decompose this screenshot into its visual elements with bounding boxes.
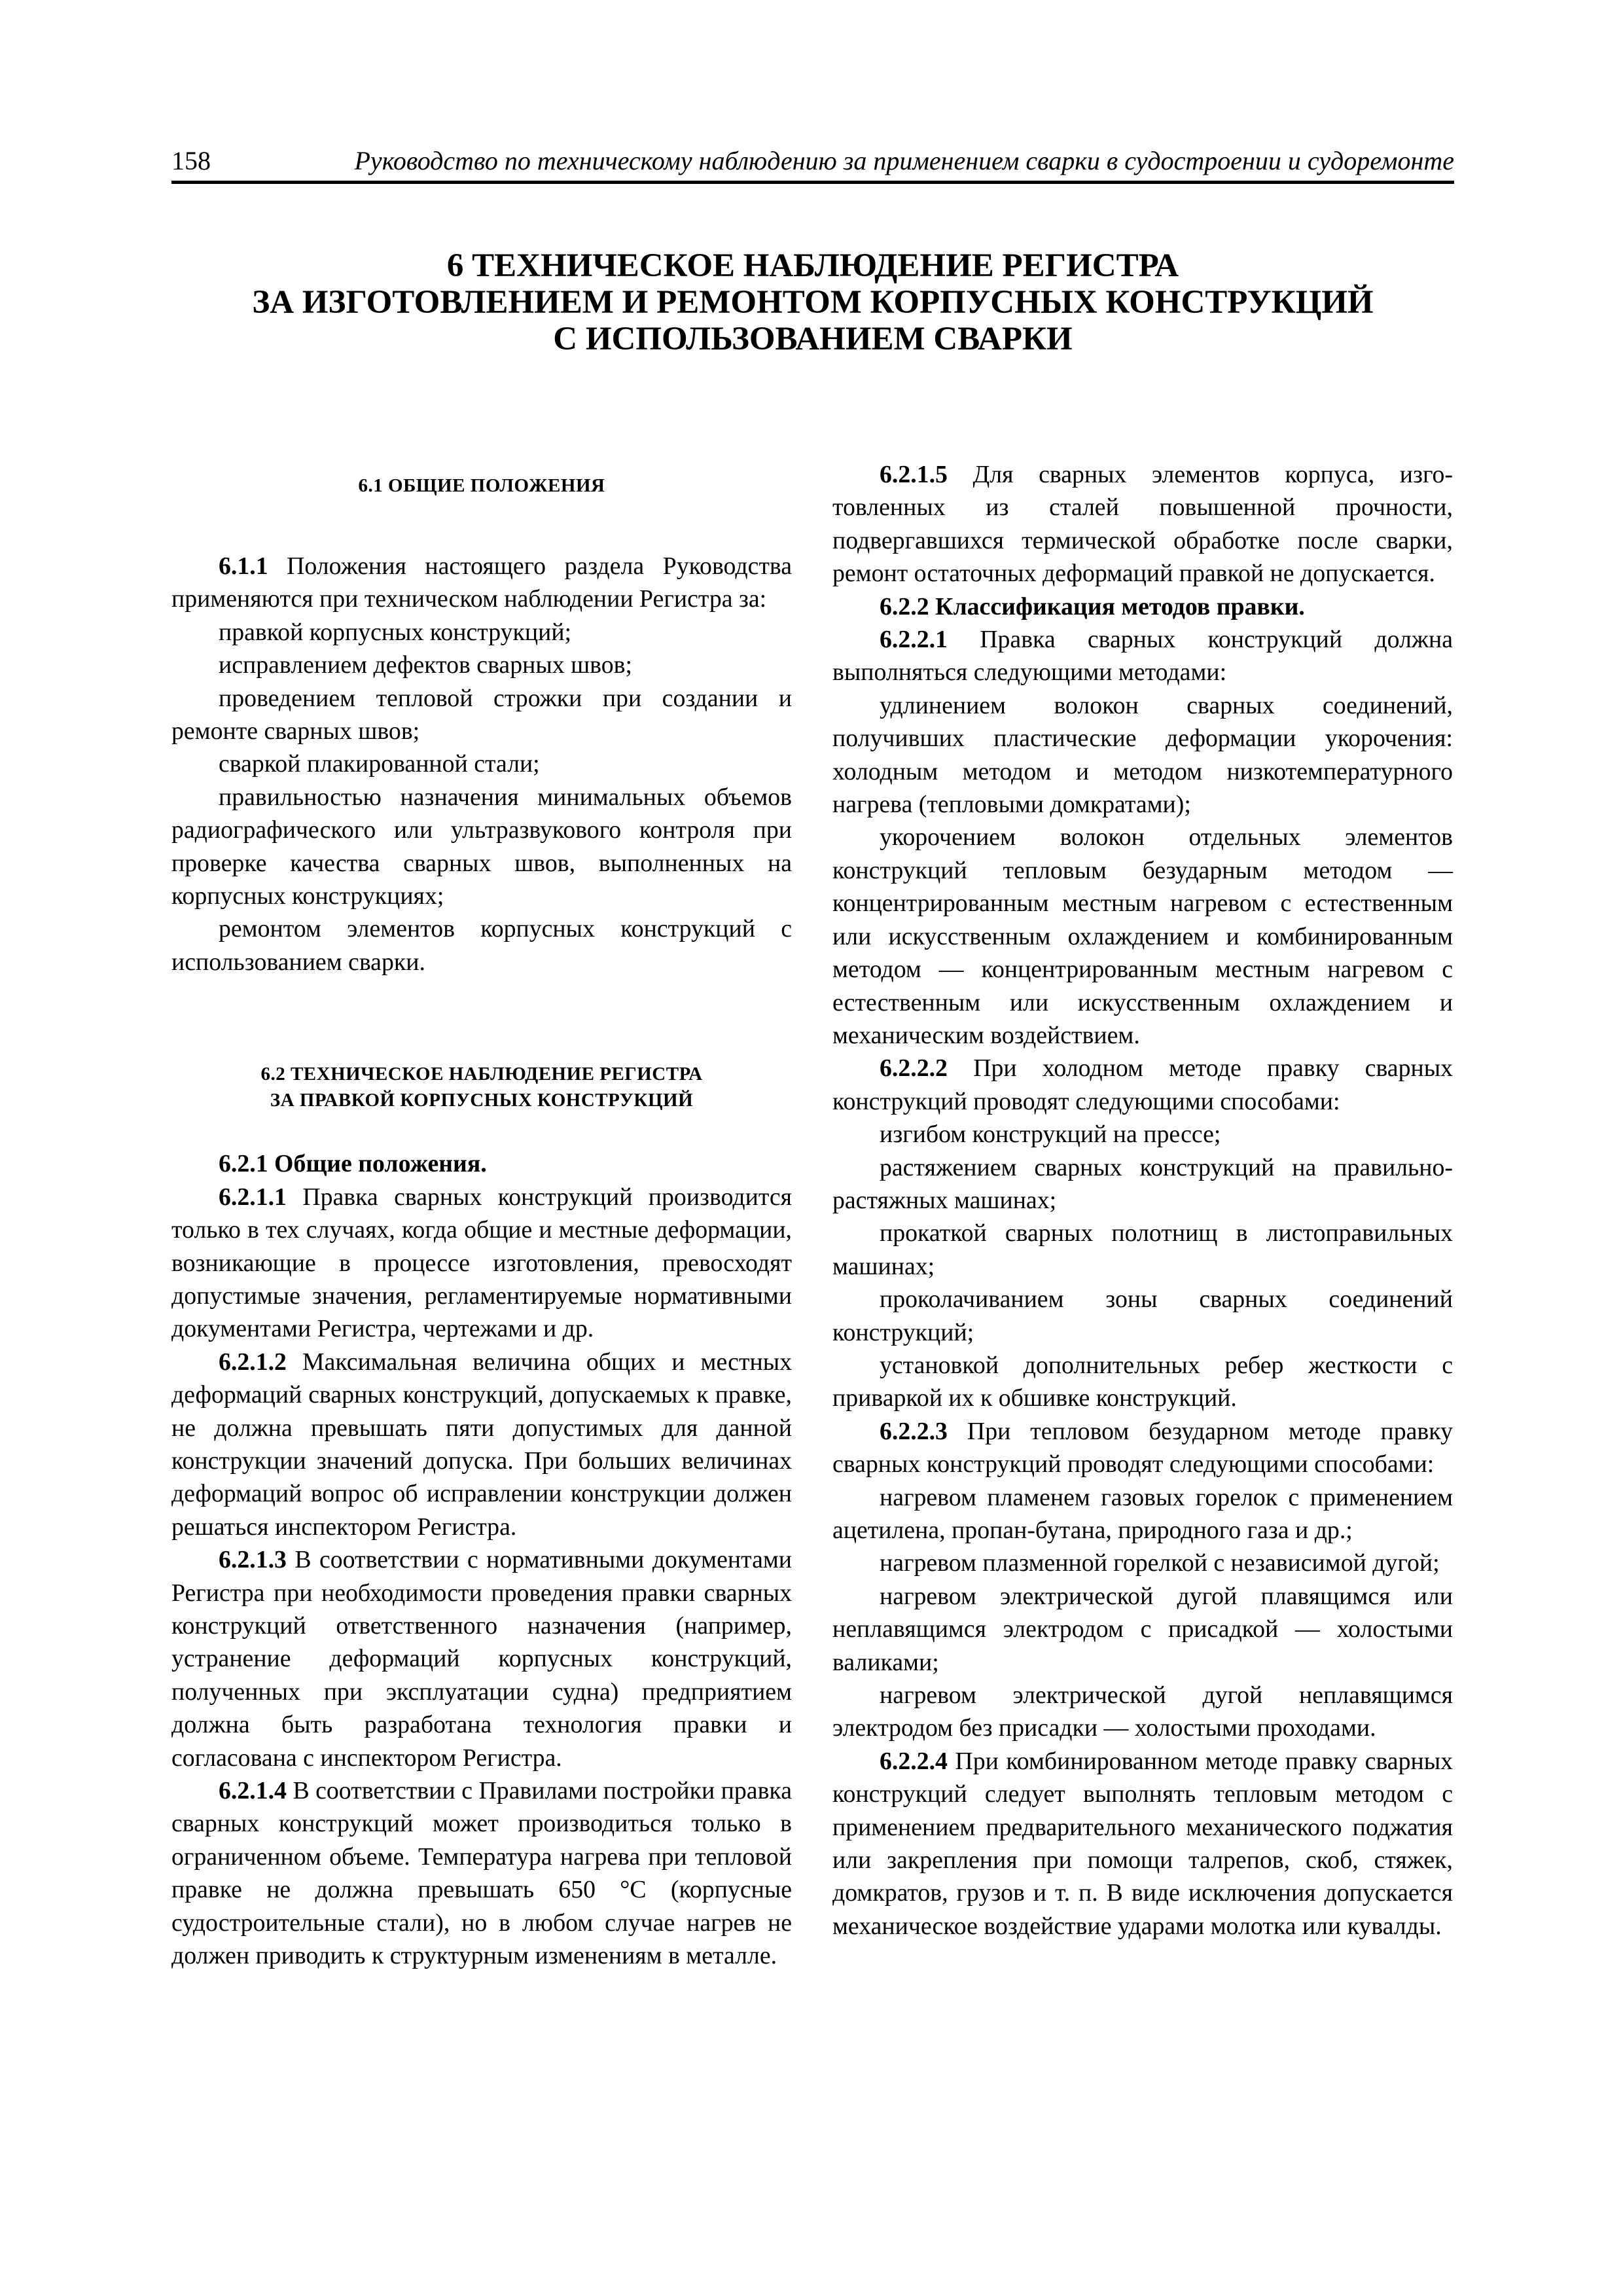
list-item: укорочением волокон отдельных элементов конструкций тепловым безударным методом — концентрированным местным нагревом с естественным или искусственным охлаждением и комбинированным методом — концентрированным местным нагревом с естественным или искусственным охлаждением и механическим воздействием. (832, 823, 1453, 1049)
section-6-1-heading (171, 473, 792, 499)
paragraph-text: Положения настоящего раздела Руководства применяются при техническом наблюдении Регистра за: (171, 552, 792, 613)
paragraph-number: 6.2.1.4 (219, 1777, 287, 1804)
paragraph-text: При комбинированном методе правку сварных конструкций следует выполнять тепловым методом с применением предварительного механического поджатия или закрепления при помощи талрепов, скоб, стяжек, домкратов, грузов и т. п. В виде исключения допускается механическое воздействие ударами молотка или кувалды. (832, 1747, 1453, 1940)
paragraph-text: Для сварных элементов корпуса, изготовленных из сталей повышенной прочности, подвергавшихся термической обработке после сварки, ремонт остаточных деформаций правкой не допускается. (832, 461, 1453, 588)
paragraph-6-2-2-4 (832, 1745, 1453, 1943)
chapter-title-line-3: С ИСПОЛЬЗОВАНИЕМ СВАРКИ (553, 321, 1073, 357)
paragraph-text: Правка сварных конструкций производится только в тех случаях, когда общие и местные деформации, возникающие в процессе изготовления, превосходят допустимые значения, регламентируемые нормативными документами Регистра, чертежами и др. (171, 1183, 792, 1343)
left-column (171, 458, 792, 1972)
paragraph-6-2-2-3 (832, 1415, 1453, 1481)
page-number: 158 (171, 146, 211, 175)
running-title: Руководство по техническому наблюдению за применением сварки в судостроении и судоремонте (354, 146, 1454, 175)
list-item: прокаткой сварных полотнищ в листоправильных машинах; (832, 1219, 1453, 1280)
paragraph-text: При тепловом безударном методе правку сварных конструкций проводят следующими способами: (832, 1417, 1453, 1479)
paragraph-number: 6.1.1 (219, 552, 268, 580)
section-6-2-heading-line-2: ЗА ПРАВКОЙ КОРПУСНЫХ КОНСТРУКЦИЙ (270, 1090, 694, 1111)
paragraph-6-2-1-2 (171, 1346, 792, 1543)
list-item: изгибом конструкций на прессе; (880, 1121, 1221, 1149)
page-header (171, 143, 1454, 184)
paragraph-number: 6.2.1.1 (219, 1183, 287, 1211)
paragraph-number: 6.2.2.4 (880, 1747, 948, 1775)
chapter-title-line-2: ЗА ИЗГОТОВЛЕНИЕМ И РЕМОНТОМ КОРПУСНЫХ КОНСТРУКЦИЙ (252, 284, 1374, 321)
list-item: правкой корпусных конструкций; (219, 618, 572, 646)
paragraph-text: Максимальная величина общих и местных деформаций сварных конструкций, допускаемых к правке, не должна превышать пяти допустимых для данной конструкции значений допуска. При больших величинах деформаций вопрос об исправлении конструкции должен решаться инспектором Регистра. (171, 1348, 792, 1541)
subsection-title-text: 6.2.2 Классификация методов правки. (880, 592, 1305, 620)
subsection-title-text: 6.2.1 Общие положения. (219, 1150, 487, 1178)
list-item: нагревом пламенем газовых горелок с применением ацетилена, пропан-бутана, природного газа и др.; (832, 1483, 1453, 1544)
paragraph-6-2-2-2 (832, 1052, 1453, 1118)
section-6-2-heading (171, 1061, 792, 1113)
subsection-6-2-2-title (832, 590, 1453, 623)
paragraph-number: 6.2.1.2 (219, 1348, 287, 1376)
paragraph-text: Правка сварных конструкций должна выполняться следующими методами: (832, 626, 1453, 687)
paragraph-number: 6.2.1.5 (880, 461, 948, 488)
right-column (832, 458, 1453, 1943)
list-item: ремонтом элементов корпусных конструкций с использованием сварки. (171, 915, 792, 976)
list-item: удлинением волокон сварных соединений, получивших пластические деформации укорочения: холодным методом и методом низкотемпературного нагрева (тепловыми домкратами); (832, 691, 1453, 819)
list-item: проведением тепловой строжки при создании и ремонте сварных швов; (171, 684, 792, 745)
paragraph-text: При холодном методе правку сварных конструкций проводят следующими способами: (832, 1054, 1453, 1115)
paragraph-6-2-2-1 (832, 623, 1453, 689)
list-item: растяжением сварных конструкций на правильно-растяжных машинах; (832, 1153, 1453, 1214)
paragraph-number: 6.2.2.2 (880, 1054, 948, 1083)
list-item: нагревом электрической дугой неплавящимся электродом без присадки — холостыми проходами. (832, 1681, 1453, 1742)
list-item: исправлением дефектов сварных швов; (219, 651, 633, 679)
paragraph-text: В соответствии с Правилами постройки правка сварных конструкций может производиться только в ограниченном объеме. Температура нагрева при тепловой правке не должна превышать 650 °С (корпусные судостроительные стали), но в любом случае нагрев не должен приводить к структурным изменениям в металле. (171, 1777, 792, 1970)
list-item: сваркой плакированной стали; (219, 750, 540, 778)
list-item: проколачиванием зоны сварных соединений конструкций; (832, 1285, 1453, 1346)
list-item: нагревом плазменной горелкой с независимой дугой; (880, 1549, 1440, 1577)
paragraph-6-2-1-3 (171, 1543, 792, 1774)
paragraph-6-2-1-1 (171, 1181, 792, 1346)
paragraph-number: 6.2.2.1 (880, 626, 948, 654)
section-6-1-heading-text: 6.1 ОБЩИЕ ПОЛОЖЕНИЯ (358, 475, 605, 496)
paragraph-number: 6.2.1.3 (219, 1546, 287, 1574)
list-item: установкой дополнительных ребер жесткости с приваркой их к обшивке конструкций. (832, 1351, 1453, 1412)
list-item: правильностью назначения минимальных объемов радиографического или ультразвукового контроля при проверке качества сварных швов, выполненных на корпусных конструкциях; (171, 783, 792, 910)
subsection-6-2-1-title (171, 1147, 792, 1180)
paragraph-number: 6.2.2.3 (880, 1417, 948, 1445)
paragraph-text: В соответствии с нормативными документами Регистра при необходимости проведения правки сварных конструкций ответственного назначения (например, устранение деформаций корпусных конструкций, полученных при эксплуатации судна) предприятием должна быть разработана технология правки и согласована с инспектором Регистра. (171, 1546, 792, 1772)
chapter-title (171, 247, 1454, 357)
paragraph-6-1-1 (171, 550, 792, 616)
list-item: нагревом электрической дугой плавящимся или неплавящимся электродом с присадкой — холостыми валиками; (832, 1582, 1453, 1676)
section-6-2-heading-line-1: 6.2 ТЕХНИЧЕСКОЕ НАБЛЮДЕНИЕ РЕГИСТРА (260, 1064, 703, 1085)
paragraph-6-2-1-4 (171, 1774, 792, 1972)
chapter-title-line-1: 6 ТЕХНИЧЕСКОЕ НАБЛЮДЕНИЕ РЕГИСТРА (446, 247, 1179, 284)
paragraph-6-2-1-5 (832, 458, 1453, 590)
